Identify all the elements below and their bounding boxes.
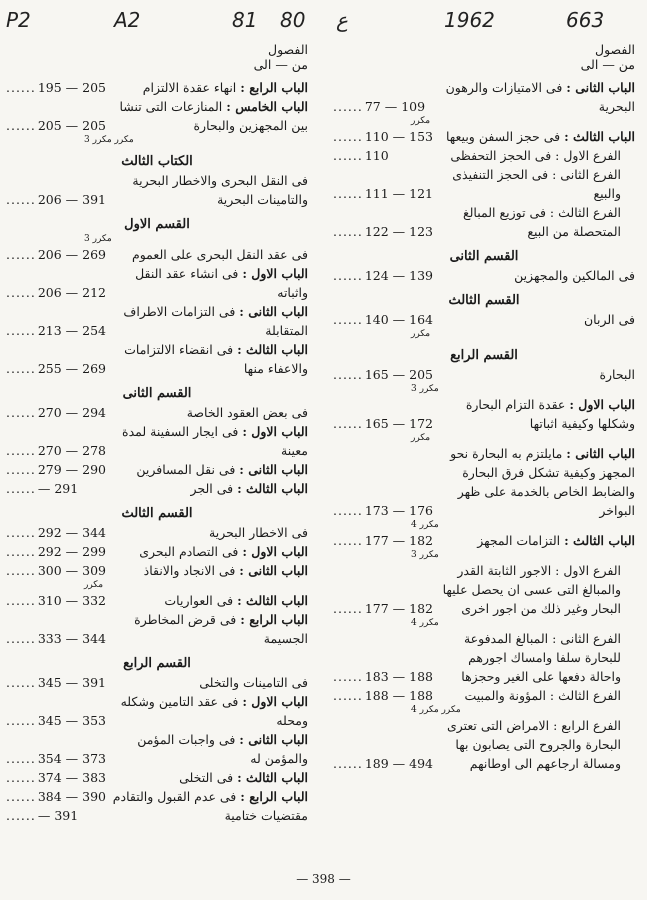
entry-label: الباب الخامس : [226, 99, 308, 114]
entry-text: مقتضيات ختامية [224, 808, 308, 823]
margin-note: مكرر 4 [411, 618, 439, 628]
entry-range: ...... 310 — 332 [6, 591, 106, 610]
toc-entry [6, 523, 308, 542]
toc-entry [333, 365, 635, 384]
fusul-label: الفصول [595, 42, 635, 57]
margin-note: مكرر [411, 329, 431, 339]
toc-entry [6, 673, 308, 692]
annotation-a2: A2 [114, 8, 141, 32]
entry-range: ...... 206 — 391 [6, 190, 106, 209]
margin-note: مكرر 3 [84, 234, 112, 244]
entry-range: ...... 213 — 254 [6, 321, 106, 340]
page-number: — 398 — [296, 872, 351, 886]
toc-subentry [333, 629, 635, 686]
entry-range: ...... 345 — 391 [6, 673, 106, 692]
toc-entry [333, 310, 635, 329]
entry-range: ...... 177 — 182 [333, 531, 433, 550]
entry-label: الباب الثانى : [566, 80, 635, 95]
entry-label: الباب الثالث : [564, 129, 635, 144]
toc-entry [6, 171, 308, 209]
toc-column-left [6, 42, 308, 825]
toc-entry [333, 444, 635, 520]
annotation-80: 80 [280, 8, 306, 32]
entry-range: ...... 173 — 176 [333, 501, 433, 520]
entry-text: فى عدم القبول والتقادم [112, 789, 241, 804]
annotation-81: 81 [232, 8, 258, 32]
toc-entry [6, 806, 308, 825]
margin-note: مكرر 3 [411, 384, 439, 394]
toc-entry [333, 395, 635, 433]
toc-entry [6, 245, 308, 264]
min-ila-label: من — الى [580, 57, 635, 72]
toc-subentry [333, 561, 635, 618]
toc-entry [6, 78, 308, 97]
toc-rows-right [333, 78, 635, 773]
entry-text: فى المالكين والمجهزين [514, 268, 635, 283]
toc-entry [6, 561, 308, 580]
entry-label: الباب الثانى : [239, 304, 308, 319]
toc-entry [333, 78, 635, 116]
entry-range: ...... 279 — 290 [6, 460, 106, 479]
annotation-ain: ع [336, 8, 348, 32]
entry-range: ...... — 391 [6, 806, 78, 825]
entry-label: الباب الثالث : [237, 481, 308, 496]
entry-label: الباب الرابع : [240, 789, 308, 804]
entry-range: ...... 177 — 182 [333, 599, 433, 618]
entry-text: فى النقل البحرى والاخطار البحرية والتامينات البحرية [132, 173, 308, 207]
margin-note: مكرر [84, 580, 104, 590]
toc-entry [6, 422, 308, 460]
entry-text: فى نقل المسافرين [136, 462, 240, 477]
toc-entry [333, 266, 635, 285]
entry-text: فى حجز السفن وبيعها [445, 129, 565, 144]
entry-text: فى الجر [190, 481, 238, 496]
entry-range: ...... 111 — 121 [333, 184, 433, 203]
entry-text: فى التخلى [179, 770, 238, 785]
entry-range: ...... 165 — 205 [333, 365, 433, 384]
entry-range: ...... 292 — 299 [6, 542, 106, 561]
entry-label: الباب الثالث : [237, 342, 308, 357]
toc-subentry [333, 686, 635, 705]
margin-note: مكرر مكرر 3 [84, 135, 134, 145]
entry-range: ...... 255 — 269 [6, 359, 106, 378]
entry-text: فى ايجار السفينة لمدة معينة [122, 424, 308, 458]
entry-range: ...... 374 — 383 [6, 768, 106, 787]
entry-label: الباب الثالث : [564, 533, 635, 548]
section-heading: القسم الثالث [121, 506, 193, 521]
entry-text: فى التصادم البحرى [139, 544, 243, 559]
toc-subentry [333, 716, 635, 773]
entry-label: الباب الثانى : [239, 563, 308, 578]
entry-text: فى الربان [583, 312, 635, 327]
section-heading: القسم الاول [124, 217, 190, 232]
section-heading: القسم الثانى [449, 249, 519, 264]
entry-label: الباب الثانى : [566, 446, 635, 461]
entry-range: ...... 205 — 205 [6, 116, 106, 135]
entry-range: ...... 124 — 139 [333, 266, 433, 285]
fusul-label: الفصول [268, 42, 308, 57]
entry-text: المنازعات التى تنشا بين المجهزين والبحارة [119, 99, 308, 133]
toc-subentry [333, 165, 635, 203]
entry-text: الفرع الاول : فى الحجز التحفظى [450, 148, 621, 163]
margin-note: مكرر [411, 433, 431, 443]
entry-range: ...... — 291 [6, 479, 78, 498]
toc-entry [6, 264, 308, 302]
entry-text: فى الامتيازات والرهون البحرية [445, 80, 635, 114]
entry-text: الفرع الثالث : المؤونة والمبيت [464, 688, 621, 703]
entry-label: الباب الاول : [242, 694, 308, 709]
section-heading: الكتاب الثالث [121, 154, 193, 169]
margin-note: مكرر مكرر 4 [411, 705, 461, 715]
toc-subentry [333, 203, 635, 241]
entry-range: ...... 300 — 309 [6, 561, 106, 580]
entry-text: فى واجبات المؤمن والمؤمن له [137, 732, 308, 766]
toc-entry [333, 127, 635, 146]
entry-label: الباب الاول : [569, 397, 635, 412]
min-ila-label: من — الى [253, 57, 308, 72]
section-heading: القسم الرابع [123, 656, 191, 671]
toc-rows-left [6, 78, 308, 825]
entry-range: ...... 77 — 109 [333, 97, 425, 116]
annotation-663: 663 [566, 8, 605, 32]
toc-entry [6, 479, 308, 498]
entry-text: فى الاخطار البحرية [209, 525, 308, 540]
entry-text: الفرع الرابع : الامراض التى تعترى البحارة والجروح التى يصابون بها ومسالة ارجاعهم الى اوطانهم [446, 718, 621, 771]
entry-range: ...... 140 — 164 [333, 310, 433, 329]
toc-entry [6, 692, 308, 730]
margin-note: مكرر 4 [411, 520, 439, 530]
entry-range: ...... 165 — 172 [333, 414, 433, 433]
entry-text: فى العواريات [164, 593, 238, 608]
section-heading: القسم الثانى [122, 386, 192, 401]
entry-label: الباب الثالث : [237, 593, 308, 608]
toc-entry [6, 730, 308, 768]
entry-label: الباب الاول : [242, 544, 308, 559]
entry-range: ...... 270 — 294 [6, 403, 106, 422]
entry-label: الباب الثانى : [239, 462, 308, 477]
margin-note: مكرر [411, 116, 431, 126]
toc-column-right [333, 42, 635, 773]
toc-entry [6, 340, 308, 378]
entry-range: ...... 195 — 205 [6, 78, 106, 97]
toc-entry [6, 460, 308, 479]
entry-text: الفرع الثانى : فى الحجز التنفيذى والبيع [452, 167, 621, 201]
entry-text: التزامات المجهز [477, 533, 565, 548]
entry-text: فى الانجاد والانقاذ [143, 563, 240, 578]
entry-text: فى قرض المخاطرة الجسيمة [134, 612, 308, 646]
entry-range: ...... 345 — 353 [6, 711, 106, 730]
entry-label: الباب الاول : [242, 424, 308, 439]
entry-label: الباب الاول : [242, 266, 308, 281]
toc-entry [6, 302, 308, 340]
entry-text: انهاء عقدة الالتزام [142, 80, 241, 95]
entry-range: ...... 110 [333, 146, 389, 165]
entry-label: الباب الثانى : [239, 732, 308, 747]
entry-text: الفرع الثالث : فى توزيع المبالغ المتحصلة من البيع [462, 205, 621, 239]
toc-entry [6, 787, 308, 806]
toc-entry [6, 97, 308, 135]
entry-range: ...... 292 — 344 [6, 523, 106, 542]
entry-range: ...... 333 — 344 [6, 629, 106, 648]
entry-range: ...... 206 — 212 [6, 283, 106, 302]
entry-text: الفرع الثانى : المبالغ المدفوعة للبحارة سلفا وامساك اجورهم واحالة دفعها على الغير وحجزها [461, 631, 621, 684]
annotation-1962: 1962 [444, 8, 495, 32]
entry-text: البحارة [599, 367, 635, 382]
toc-entry [6, 591, 308, 610]
entry-label: الباب الثالث : [237, 770, 308, 785]
entry-text: فى انقضاء الالتزامات والاعفاء منها [124, 342, 308, 376]
toc-subentry [333, 146, 635, 165]
entry-range: ...... 189 — 494 [333, 754, 433, 773]
entry-text: الفرع الاول : الاجور الثابتة القدر والمبالغ التى عسى ان يحصل عليها البحار وغير ذلك من اجور اخرى [442, 563, 621, 616]
entry-text: فى بعض العقود الخاصة [186, 405, 308, 420]
toc-entry [6, 403, 308, 422]
entry-range: ...... 206 — 269 [6, 245, 106, 264]
entry-label: الباب الرابع : [240, 612, 308, 627]
toc-entry [6, 768, 308, 787]
toc-entry [6, 542, 308, 561]
entry-range: ...... 188 — 188 [333, 686, 433, 705]
annotation-p2: P2 [6, 8, 31, 32]
toc-entry [6, 610, 308, 648]
entry-text: فى عقد النقل البحرى على العموم [131, 247, 308, 262]
entry-text: فى عقد التامين وشكله ومحله [120, 694, 308, 728]
entry-text: مايلتزم به البحارة نحو المجهز وكيفية تشكل فرق البحارة والضابط الخاص بالخدمة على ظهر البواخر [450, 446, 635, 518]
margin-note: مكرر 3 [411, 550, 439, 560]
entry-text: عقدة التزام البحارة وشكلها وكيفية اثباتها [465, 397, 635, 431]
entry-range: ...... 183 — 188 [333, 667, 433, 686]
entry-text: فى التزامات الاطراف المتقابلة [123, 304, 308, 338]
entry-label: الباب الرابع : [240, 80, 308, 95]
entry-range: ...... 384 — 390 [6, 787, 106, 806]
entry-text: فى التامينات والتخلى [199, 675, 308, 690]
entry-range: ...... 270 — 278 [6, 441, 106, 460]
section-heading: القسم الرابع [450, 348, 518, 363]
entry-range: ...... 354 — 373 [6, 749, 106, 768]
toc-entry [333, 531, 635, 550]
section-heading: القسم الثالث [448, 293, 520, 308]
entry-range: ...... 122 — 123 [333, 222, 433, 241]
entry-text: فى انشاء عقد النقل واثباته [135, 266, 308, 300]
entry-range: ...... 110 — 153 [333, 127, 433, 146]
